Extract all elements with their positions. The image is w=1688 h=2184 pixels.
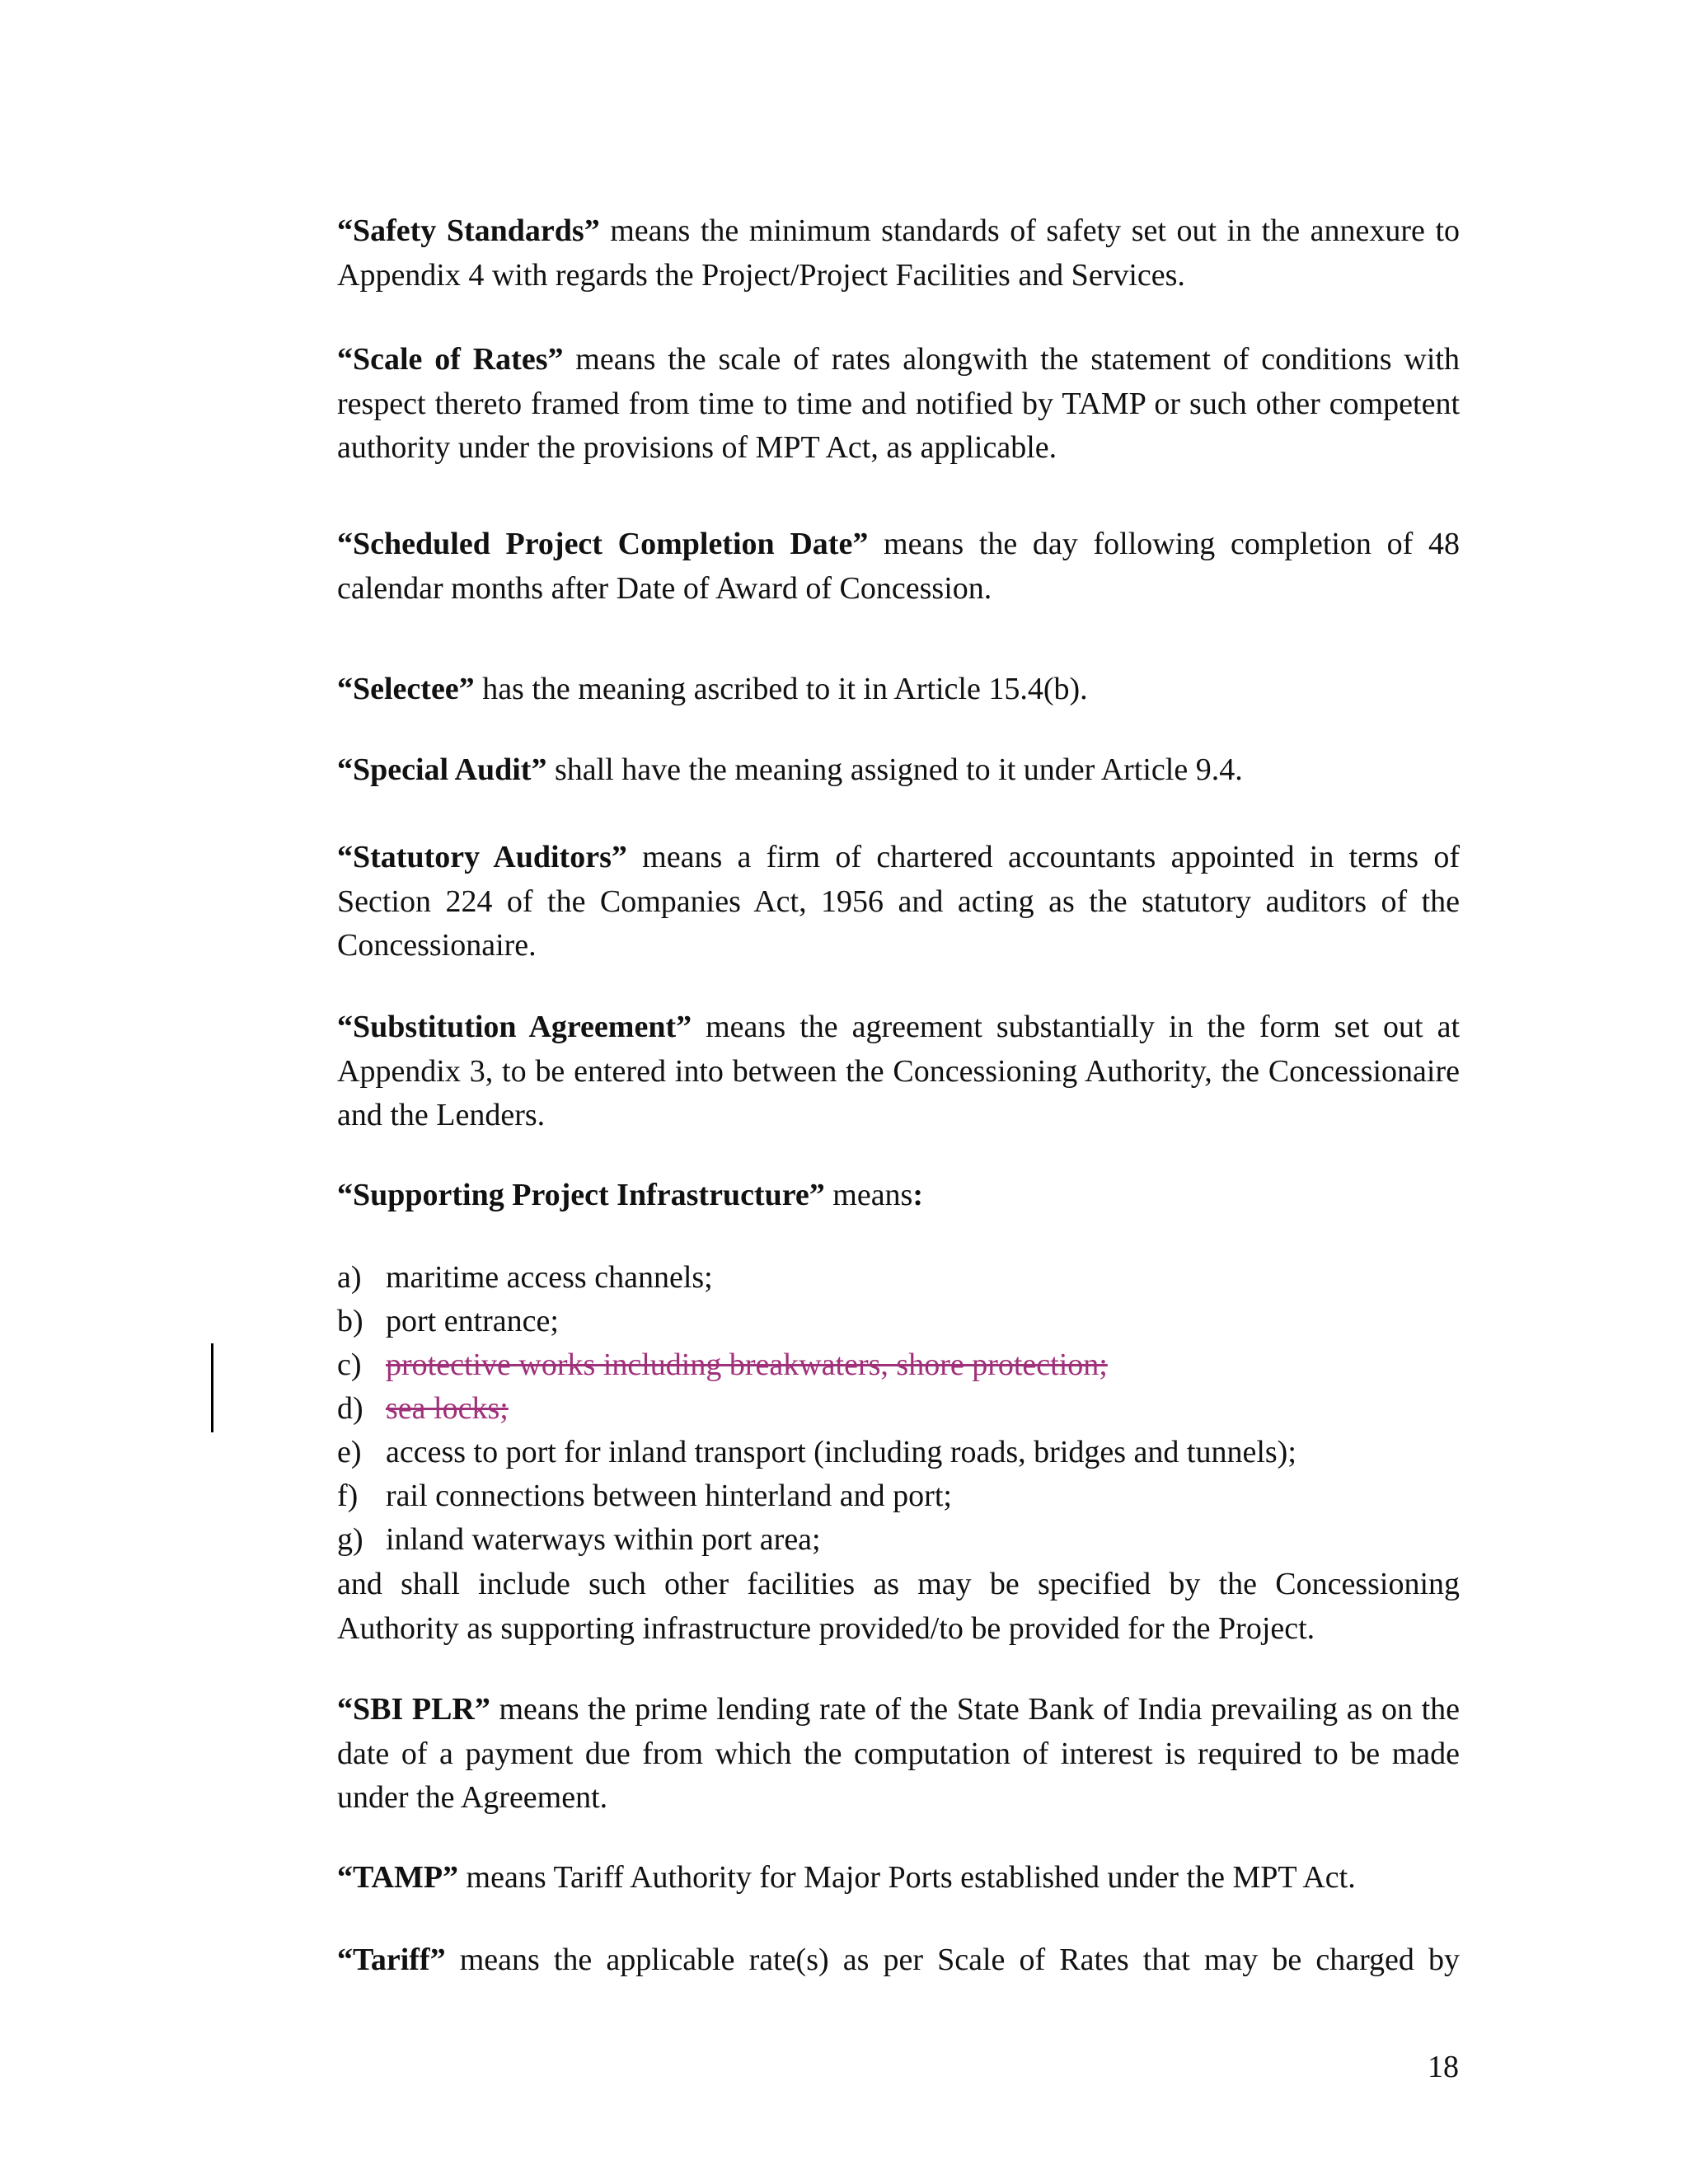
revision-change-bar [211, 1343, 213, 1432]
list-marker: f) [337, 1479, 359, 1513]
list-marker: g) [337, 1522, 363, 1557]
list-text: rail connections between hinterland and port; [386, 1479, 952, 1513]
list-marker: a) [337, 1260, 362, 1295]
definition-term: “Scale of Rates” [337, 342, 564, 377]
definition-colon: : [912, 1178, 923, 1212]
list-item-a [337, 1256, 1460, 1301]
definition-tariff [337, 1938, 1460, 1983]
definition-text: has the meaning ascribed to it in Article 15.4(b). [474, 672, 1088, 706]
list-closing-paragraph: and shall include such other facilities as may be specified by the Concessioning Authority as supporting infrastructure provided/to be provided for the Project. [337, 1567, 1460, 1646]
definition-statutory-auditors [337, 836, 1460, 968]
list-item-b [337, 1300, 1460, 1344]
definition-text: means the prime lending rate of the State Bank of India prevailing as on the date of a payment due from which the computation of interest is required to be made under the Agreement. [337, 1692, 1460, 1815]
definition-selectee [337, 668, 1460, 712]
definition-text: means the agreement substantially in the form set out at Appendix 3, to be entered into between the Concessioning Authority, the Concessionaire and the Lenders. [337, 1010, 1460, 1132]
list-text: maritime access channels; [386, 1260, 713, 1295]
list-text: inland waterways within port area; [386, 1522, 821, 1557]
deleted-list-text: protective works including breakwaters, shore protection; [386, 1347, 1108, 1382]
definition-term: “Safety Standards” [337, 213, 600, 248]
list-marker: d) [337, 1391, 363, 1426]
list-item-f [337, 1474, 1460, 1519]
definition-term: “TAMP” [337, 1860, 459, 1895]
definition-term: “Scheduled Project Completion Date” [337, 527, 869, 561]
definition-text: means the applicable rate(s) as per Scale of Rates that may be charged by [445, 1943, 1460, 1977]
list-marker: e) [337, 1435, 362, 1469]
definition-scale-of-rates [337, 338, 1460, 471]
definition-substitution-agreement [337, 1005, 1460, 1138]
definition-special-audit [337, 748, 1460, 793]
definition-text: means the day following completion of 48 calendar months after Date of Award of Concession. [337, 527, 1460, 606]
definition-text: means the scale of rates alongwith the statement of conditions with respect thereto framed from time to time and notified by TAMP or such other competent authority under the provisions of MPT Act, as applicable. [337, 342, 1460, 465]
list-text: port entrance; [386, 1304, 559, 1338]
definition-term: “SBI PLR” [337, 1692, 490, 1727]
definition-term: “Statutory Auditors” [337, 840, 627, 874]
definition-scheduled-project-completion-date [337, 523, 1460, 611]
definition-text: means [824, 1178, 913, 1212]
definition-text: shall have the meaning assigned to it under Article 9.4. [546, 752, 1243, 787]
deleted-list-text: sea locks; [386, 1391, 509, 1426]
definition-term: “Substitution Agreement” [337, 1010, 692, 1044]
definition-text: means a firm of chartered accountants appointed in terms of Section 224 of the Companies Act, 1956 and acting as the statutory auditors of the Concessionaire. [337, 840, 1460, 963]
definition-sbi-plr [337, 1688, 1460, 1821]
definition-term: “Supporting Project Infrastructure” [337, 1178, 825, 1212]
list-item-e [337, 1431, 1460, 1475]
list-marker: b) [337, 1304, 363, 1338]
list-item-d [337, 1387, 1460, 1432]
list-item-g [337, 1518, 1460, 1563]
list-item-c [337, 1343, 1460, 1388]
definition-tamp [337, 1856, 1460, 1900]
list-marker: c) [337, 1347, 362, 1382]
definition-supporting-project-infrastructure [337, 1174, 1460, 1218]
page-number: 18 [1428, 2050, 1459, 2084]
definition-text: means Tariff Authority for Major Ports established under the MPT Act. [458, 1860, 1356, 1895]
definition-term: “Special Audit” [337, 752, 547, 787]
definition-term: “Tariff” [337, 1943, 446, 1977]
definition-safety-standards [337, 209, 1460, 298]
list-text: access to port for inland transport (including roads, bridges and tunnels); [386, 1435, 1296, 1469]
definition-text: means the minimum standards of safety set out in the annexure to Appendix 4 with regards the Project/Project Facilities and Services. [337, 213, 1460, 293]
definition-term: “Selectee” [337, 672, 475, 706]
